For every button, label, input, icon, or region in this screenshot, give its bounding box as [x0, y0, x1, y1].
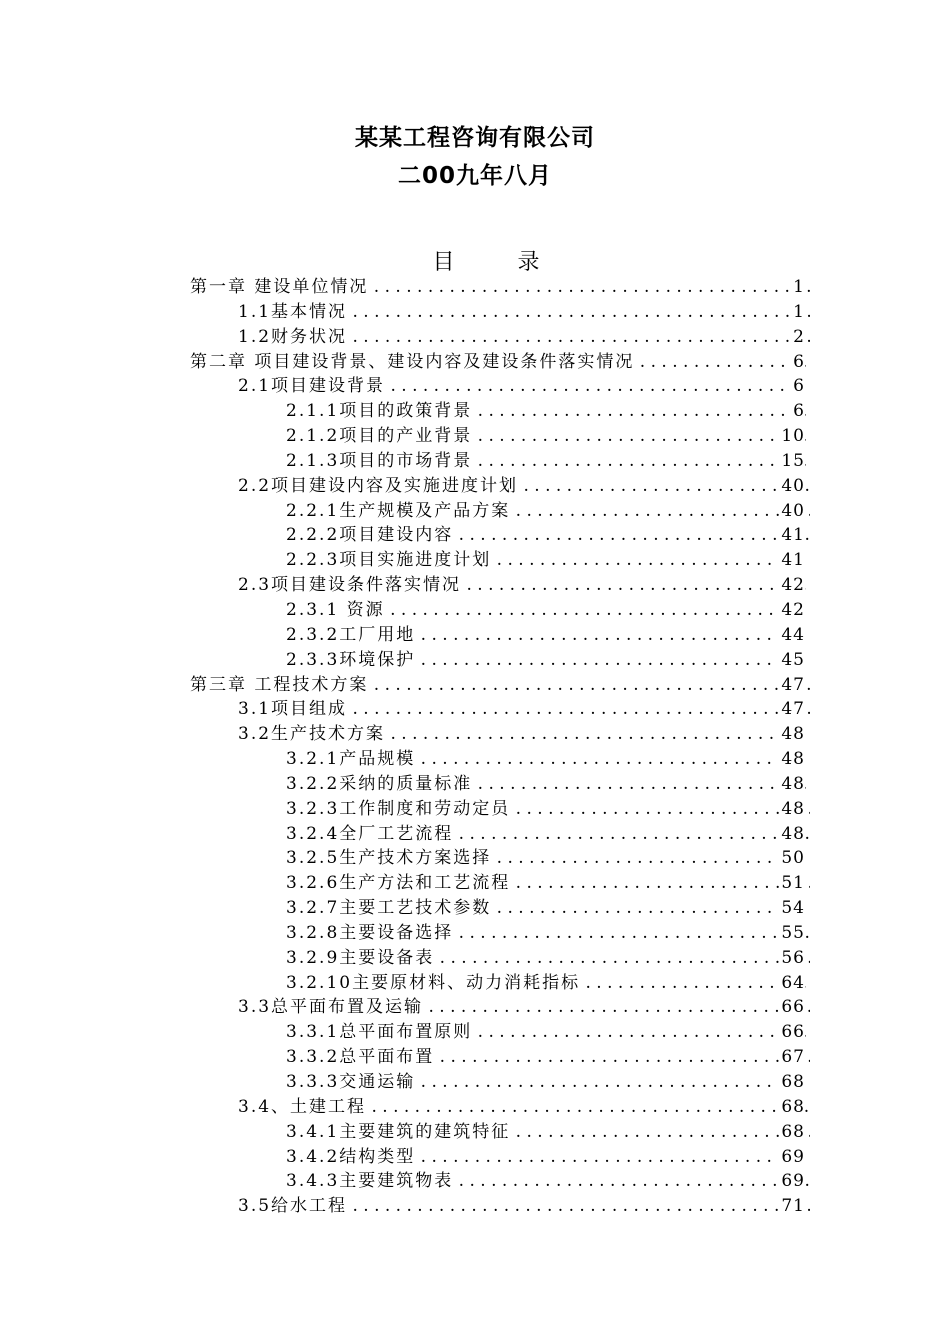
toc-entry-page: 66 — [779, 1020, 805, 1045]
toc-entry-text: 2.1.3项目的市场背景 . . . — [286, 449, 810, 474]
toc-entry-page: 1 — [791, 300, 805, 325]
toc-entry-text: 3.2生产技术方案 . . . — [238, 722, 810, 747]
toc-entry[interactable] — [0, 747, 950, 772]
toc-entry-page: 47 — [779, 697, 805, 722]
toc-entry[interactable] — [0, 797, 950, 822]
toc-entry-text: 3.2.3工作制度和劳动定员 . . . — [286, 797, 810, 822]
toc-entry[interactable] — [0, 1194, 950, 1219]
toc-entry-text: 第三章 工程技术方案 . . . — [190, 673, 810, 698]
toc-entry[interactable] — [0, 871, 950, 896]
toc-entry-page: 48 — [779, 747, 805, 772]
toc-entry-page: 6 — [791, 399, 805, 424]
toc-entry[interactable] — [0, 424, 950, 449]
toc-entry[interactable] — [0, 1095, 950, 1120]
toc-entry-page: 40 — [779, 499, 805, 524]
toc-entry-text: 3.3.1总平面布置原则 . . . — [286, 1020, 810, 1045]
toc-entry-text: 2.1.2项目的产业背景 . . . — [286, 424, 810, 449]
toc-entry-page: 48 — [779, 722, 805, 747]
toc-entry[interactable] — [0, 673, 950, 698]
toc-entry[interactable] — [0, 1169, 950, 1194]
toc-entry-text: 2.2项目建设内容及实施进度计划 . . . — [238, 474, 810, 499]
toc-entry-text: 2.3.1 资源 . . . — [286, 598, 810, 623]
toc-entry[interactable] — [0, 623, 950, 648]
toc-entry[interactable] — [0, 971, 950, 996]
toc-entry-text: 3.2.5生产技术方案选择 . . . — [286, 846, 810, 871]
toc-entry-page: 48 — [779, 772, 805, 797]
toc-entry-text: 2.2.3项目实施进度计划 . . . — [286, 548, 810, 573]
toc-entry-page: 69 — [779, 1169, 805, 1194]
toc-entry[interactable] — [0, 1020, 950, 1045]
document-date: 二00九年八月 — [397, 163, 552, 189]
toc-entry[interactable] — [0, 1070, 950, 1095]
toc-entry[interactable] — [0, 846, 950, 871]
toc-entry[interactable] — [0, 921, 950, 946]
toc-entry[interactable] — [0, 548, 950, 573]
company-name: 某某工程咨询有限公司 — [355, 125, 595, 151]
toc-entry-text: 3.2.7主要工艺技术参数 . . . — [286, 896, 810, 921]
toc-entry[interactable] — [0, 374, 950, 399]
toc-entry[interactable] — [0, 1145, 950, 1170]
toc-entry-page: 68 — [779, 1070, 805, 1095]
toc-entry[interactable] — [0, 523, 950, 548]
toc-entry-page: 42 — [779, 598, 805, 623]
toc-entry-page: 6 — [791, 350, 805, 375]
toc-entry-text: 2.1.1项目的政策背景 . . . — [286, 399, 810, 424]
toc-entry-text: 2.3.2工厂用地 . . . — [286, 623, 810, 648]
toc-entry-text: 1.1基本情况 . . . — [238, 300, 810, 325]
toc-entry-text: 3.2.9主要设备表 . . . — [286, 946, 810, 971]
toc-entry[interactable] — [0, 697, 950, 722]
toc-entry-text: 3.3.3交通运输 . . . — [286, 1070, 810, 1095]
toc-entry-text: 2.2.1生产规模及产品方案 . . . — [286, 499, 810, 524]
toc-entry-text: 3.4.1主要建筑的建筑特征 . . . — [286, 1120, 810, 1145]
toc-entry-page: 56 — [779, 946, 805, 971]
toc-entry-text: 2.1项目建设背景 . . . — [238, 374, 810, 399]
toc-entry[interactable] — [0, 499, 950, 524]
toc-entry-page: 40 — [779, 474, 805, 499]
toc-entry-page: 68 — [779, 1120, 805, 1145]
toc-entry[interactable] — [0, 648, 950, 673]
toc-entry[interactable] — [0, 772, 950, 797]
toc-entry-page: 44 — [779, 623, 805, 648]
toc-entry-text: 3.2.1产品规模 . . . — [286, 747, 810, 772]
toc-entry[interactable] — [0, 1120, 950, 1145]
toc-entry-text: 3.2.2采纳的质量标准 . . . — [286, 772, 810, 797]
table-of-contents — [0, 275, 950, 1219]
toc-entry-text: 3.2.6生产方法和工艺流程 . . . — [286, 871, 810, 896]
toc-entry-page: 45 — [779, 648, 805, 673]
toc-entry-text: 第一章 建设单位情况 . . . — [190, 275, 810, 300]
toc-entry-page: 48 — [779, 822, 805, 847]
toc-entry-text: 3.3总平面布置及运输 . . . — [238, 995, 810, 1020]
toc-entry-text: 3.2.8主要设备选择 . . . — [286, 921, 810, 946]
toc-entry-text: 第二章 项目建设背景、建设内容及建设条件落实情况 . . . — [190, 350, 810, 375]
toc-entry-text: 3.4、土建工程 . . . — [238, 1095, 810, 1120]
toc-entry-page: 42 — [779, 573, 805, 598]
toc-entry-text: 3.2.10主要原材料、动力消耗指标 . . . — [286, 971, 810, 996]
toc-entry[interactable] — [0, 399, 950, 424]
toc-entry-page: 71 — [779, 1194, 805, 1219]
toc-entry-text: 2.3.3环境保护 . . . — [286, 648, 810, 673]
toc-entry[interactable] — [0, 275, 950, 300]
toc-entry[interactable] — [0, 350, 950, 375]
toc-entry-page: 66 — [779, 995, 805, 1020]
toc-entry-page: 6 — [791, 374, 805, 399]
toc-entry-text: 2.3项目建设条件落实情况 . . . — [238, 573, 810, 598]
toc-entry-text: 1.2财务状况 . . . — [238, 325, 810, 350]
toc-entry[interactable] — [0, 598, 950, 623]
toc-entry-page: 10 — [779, 424, 805, 449]
toc-entry-page: 15 — [779, 449, 805, 474]
toc-entry[interactable] — [0, 722, 950, 747]
toc-entry-page: 69 — [779, 1145, 805, 1170]
toc-entry-text: 3.3.2总平面布置 . . . — [286, 1045, 810, 1070]
toc-entry-page: 48 — [779, 797, 805, 822]
toc-entry[interactable] — [0, 474, 950, 499]
toc-entry-page: 68 — [779, 1095, 805, 1120]
toc-entry-page: 67 — [779, 1045, 805, 1070]
toc-entry-page: 51 — [779, 871, 805, 896]
toc-entry-page: 55 — [779, 921, 805, 946]
toc-title: 目 录 — [432, 250, 568, 275]
toc-entry[interactable] — [0, 1045, 950, 1070]
toc-entry[interactable] — [0, 449, 950, 474]
toc-entry-page: 47 — [779, 673, 805, 698]
toc-entry-text: 3.2.4全厂工艺流程 . . . — [286, 822, 810, 847]
toc-entry-text: 3.4.3主要建筑物表 . . . — [286, 1169, 810, 1194]
toc-entry-page: 54 — [779, 896, 805, 921]
toc-entry-page: 2 — [791, 325, 805, 350]
toc-entry[interactable] — [0, 822, 950, 847]
toc-entry[interactable] — [0, 300, 950, 325]
toc-entry-text: 3.5给水工程 . . . — [238, 1194, 810, 1219]
toc-entry-page: 41 — [779, 548, 805, 573]
toc-entry-page: 50 — [779, 846, 805, 871]
toc-entry-page: 41 — [779, 523, 805, 548]
toc-entry-text: 3.1项目组成 . . . — [238, 697, 810, 722]
toc-entry[interactable] — [0, 896, 950, 921]
toc-entry-page: 64 — [779, 971, 805, 996]
toc-entry[interactable] — [0, 573, 950, 598]
toc-entry-text: 3.4.2结构类型 . . . — [286, 1145, 810, 1170]
toc-entry[interactable] — [0, 946, 950, 971]
toc-entry-page: 1 — [791, 275, 805, 300]
toc-entry[interactable] — [0, 325, 950, 350]
toc-entry-text: 2.2.2项目建设内容 . . . — [286, 523, 810, 548]
toc-entry[interactable] — [0, 995, 950, 1020]
